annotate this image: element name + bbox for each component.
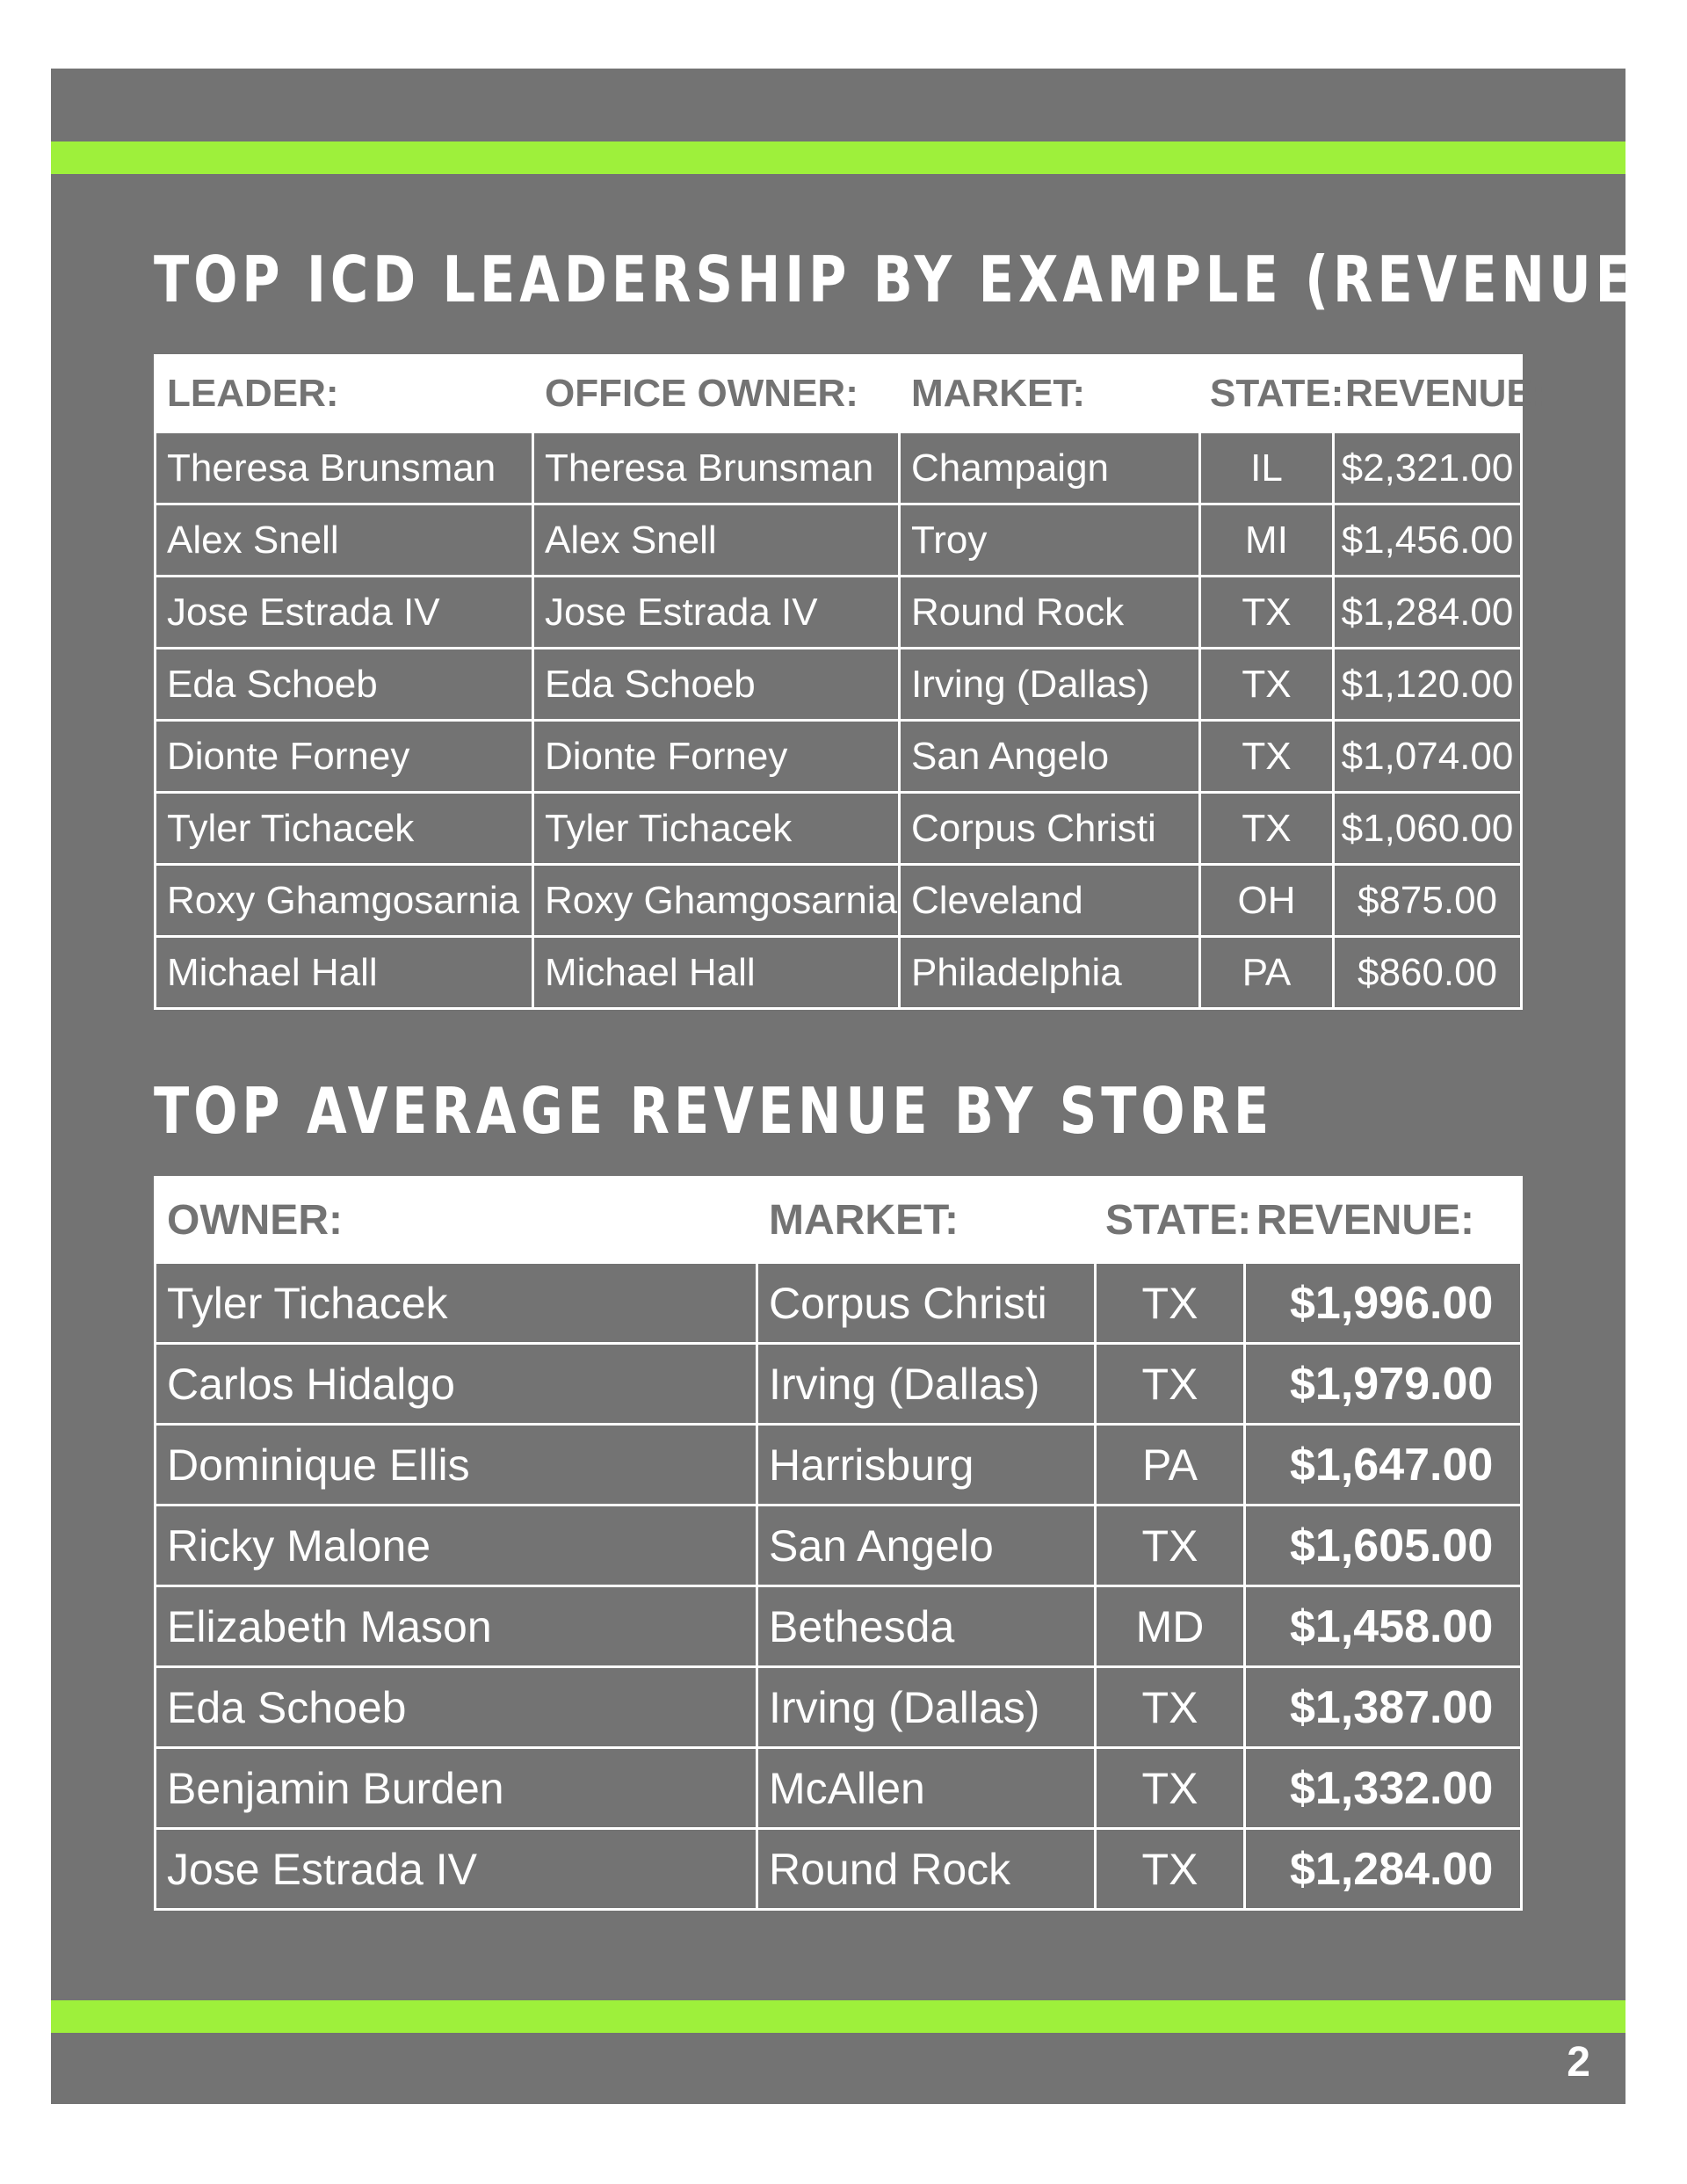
header-market: MARKET: bbox=[900, 356, 1200, 432]
market-cell: Corpus Christi bbox=[900, 793, 1200, 865]
table-row bbox=[156, 1748, 1522, 1829]
table-row bbox=[156, 1344, 1522, 1425]
leader-cell: Jose Estrada IV bbox=[156, 577, 533, 649]
state-cell: TX bbox=[1200, 649, 1334, 721]
table-row bbox=[156, 1829, 1522, 1910]
header-state: STATE: bbox=[1096, 1178, 1245, 1263]
table-row bbox=[156, 1667, 1522, 1748]
header-market: MARKET: bbox=[757, 1178, 1096, 1263]
owner-cell: Tyler Tichacek bbox=[156, 1263, 757, 1344]
revenue-cell: $1,456.00 bbox=[1334, 504, 1522, 577]
office-owner-cell: Alex Snell bbox=[533, 504, 900, 577]
state-cell: TX bbox=[1096, 1263, 1245, 1344]
revenue-cell: $860.00 bbox=[1334, 937, 1522, 1009]
revenue-cell: $875.00 bbox=[1334, 865, 1522, 937]
office-owner-cell: Eda Schoeb bbox=[533, 649, 900, 721]
market-cell: Irving (Dallas) bbox=[757, 1344, 1096, 1425]
header-office-owner: OFFICE OWNER: bbox=[533, 356, 900, 432]
page-number: 2 bbox=[1567, 2039, 1590, 2086]
leadership-section-title: TOP ICD LEADERSHIP BY EXAMPLE (REVENUE) bbox=[154, 243, 1663, 316]
table-row bbox=[156, 577, 1522, 649]
market-cell: San Angelo bbox=[757, 1506, 1096, 1586]
owner-cell: Elizabeth Mason bbox=[156, 1586, 757, 1667]
revenue-cell: $1,284.00 bbox=[1334, 577, 1522, 649]
state-cell: TX bbox=[1096, 1829, 1245, 1910]
leader-cell: Theresa Brunsman bbox=[156, 432, 533, 504]
market-cell: Irving (Dallas) bbox=[900, 649, 1200, 721]
owner-cell: Dominique Ellis bbox=[156, 1425, 757, 1506]
header-revenue: REVENUE: bbox=[1245, 1178, 1522, 1263]
leadership-header-row bbox=[156, 356, 1522, 432]
leader-cell: Michael Hall bbox=[156, 937, 533, 1009]
market-cell: Champaign bbox=[900, 432, 1200, 504]
table-row bbox=[156, 432, 1522, 504]
table-row bbox=[156, 1506, 1522, 1586]
revenue-cell: $1,605.00 bbox=[1245, 1506, 1522, 1586]
market-cell: Round Rock bbox=[900, 577, 1200, 649]
table-row bbox=[156, 649, 1522, 721]
table-row bbox=[156, 865, 1522, 937]
revenue-cell: $1,647.00 bbox=[1245, 1425, 1522, 1506]
leader-cell: Alex Snell bbox=[156, 504, 533, 577]
revenue-cell: $1,458.00 bbox=[1245, 1586, 1522, 1667]
market-cell: Philadelphia bbox=[900, 937, 1200, 1009]
header-leader: LEADER: bbox=[156, 356, 533, 432]
revenue-cell: $1,284.00 bbox=[1245, 1829, 1522, 1910]
office-owner-cell: Michael Hall bbox=[533, 937, 900, 1009]
store-header-row bbox=[156, 1178, 1522, 1263]
top-accent-bar bbox=[51, 141, 1625, 174]
revenue-cell: $2,321.00 bbox=[1334, 432, 1522, 504]
market-cell: San Angelo bbox=[900, 721, 1200, 793]
table-row bbox=[156, 721, 1522, 793]
office-owner-cell: Theresa Brunsman bbox=[533, 432, 900, 504]
revenue-cell: $1,060.00 bbox=[1334, 793, 1522, 865]
revenue-cell: $1,074.00 bbox=[1334, 721, 1522, 793]
header-owner: OWNER: bbox=[156, 1178, 757, 1263]
office-owner-cell: Tyler Tichacek bbox=[533, 793, 900, 865]
table-row bbox=[156, 937, 1522, 1009]
leader-cell: Dionte Forney bbox=[156, 721, 533, 793]
leadership-table bbox=[154, 354, 1546, 1010]
table-row bbox=[156, 1586, 1522, 1667]
revenue-cell: $1,996.00 bbox=[1245, 1263, 1522, 1344]
store-revenue-section-title: TOP AVERAGE REVENUE BY STORE bbox=[154, 1074, 1274, 1148]
state-cell: TX bbox=[1096, 1667, 1245, 1748]
state-cell: TX bbox=[1096, 1748, 1245, 1829]
state-cell: MI bbox=[1200, 504, 1334, 577]
state-cell: TX bbox=[1200, 721, 1334, 793]
state-cell: TX bbox=[1200, 793, 1334, 865]
owner-cell: Ricky Malone bbox=[156, 1506, 757, 1586]
state-cell: MD bbox=[1096, 1586, 1245, 1667]
market-cell: Bethesda bbox=[757, 1586, 1096, 1667]
state-cell: OH bbox=[1200, 865, 1334, 937]
market-cell: Troy bbox=[900, 504, 1200, 577]
revenue-cell: $1,387.00 bbox=[1245, 1667, 1522, 1748]
market-cell: Round Rock bbox=[757, 1829, 1096, 1910]
market-cell: Cleveland bbox=[900, 865, 1200, 937]
office-owner-cell: Roxy Ghamgosarnia bbox=[533, 865, 900, 937]
table-row bbox=[156, 1263, 1522, 1344]
leader-cell: Eda Schoeb bbox=[156, 649, 533, 721]
table-row bbox=[156, 504, 1522, 577]
owner-cell: Benjamin Burden bbox=[156, 1748, 757, 1829]
header-revenue: REVENUE: bbox=[1334, 356, 1522, 432]
revenue-cell: $1,120.00 bbox=[1334, 649, 1522, 721]
page-panel bbox=[51, 69, 1663, 2104]
office-owner-cell: Jose Estrada IV bbox=[533, 577, 900, 649]
state-cell: TX bbox=[1096, 1506, 1245, 1586]
market-cell: Corpus Christi bbox=[757, 1263, 1096, 1344]
revenue-cell: $1,979.00 bbox=[1245, 1344, 1522, 1425]
state-cell: TX bbox=[1200, 577, 1334, 649]
owner-cell: Jose Estrada IV bbox=[156, 1829, 757, 1910]
owner-cell: Eda Schoeb bbox=[156, 1667, 757, 1748]
market-cell: Irving (Dallas) bbox=[757, 1667, 1096, 1748]
office-owner-cell: Dionte Forney bbox=[533, 721, 900, 793]
header-state: STATE: bbox=[1200, 356, 1334, 432]
market-cell: McAllen bbox=[757, 1748, 1096, 1829]
table-row bbox=[156, 793, 1522, 865]
state-cell: PA bbox=[1096, 1425, 1245, 1506]
bottom-accent-bar bbox=[51, 2000, 1625, 2033]
state-cell: PA bbox=[1200, 937, 1334, 1009]
table-row bbox=[156, 1425, 1522, 1506]
state-cell: TX bbox=[1096, 1344, 1245, 1425]
market-cell: Harrisburg bbox=[757, 1425, 1096, 1506]
store-revenue-table bbox=[154, 1176, 1523, 1911]
owner-cell: Carlos Hidalgo bbox=[156, 1344, 757, 1425]
leader-cell: Tyler Tichacek bbox=[156, 793, 533, 865]
revenue-cell: $1,332.00 bbox=[1245, 1748, 1522, 1829]
state-cell: IL bbox=[1200, 432, 1334, 504]
leader-cell: Roxy Ghamgosarnia bbox=[156, 865, 533, 937]
